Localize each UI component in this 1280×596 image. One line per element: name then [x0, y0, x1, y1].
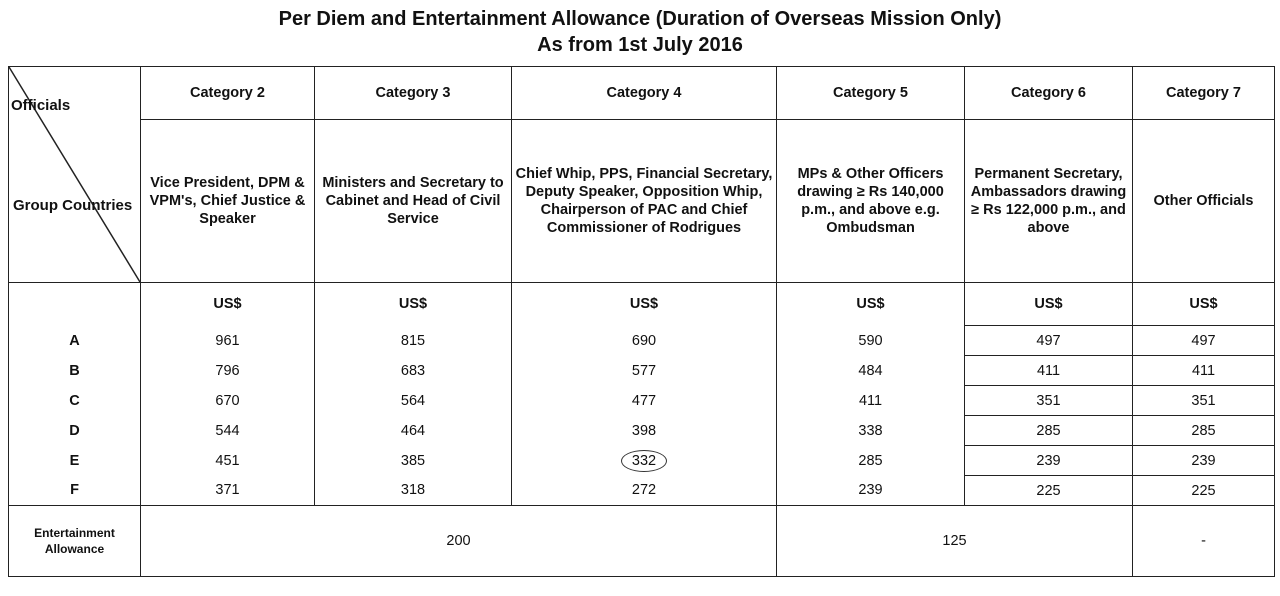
- rate-cell: 564: [315, 386, 512, 416]
- entertainment-cat2-4: 200: [141, 506, 777, 577]
- header-row: [9, 67, 1275, 120]
- rate-cell: 590: [777, 326, 965, 356]
- table-row: [9, 356, 1275, 386]
- rate-cell: 351: [1133, 386, 1275, 416]
- category-header: Category 4: [512, 67, 777, 120]
- corner-cell: [9, 67, 141, 283]
- page-title: Per Diem and Entertainment Allowance (Duration of Overseas Mission Only): [278, 8, 1002, 30]
- rate-cell: 411: [1133, 356, 1275, 386]
- category-description: Permanent Secretary, Ambassadors drawing ≥ Rs 122,000 p.m., and above: [965, 120, 1133, 283]
- group-label: D: [9, 416, 141, 446]
- rate-cell: 239: [777, 476, 965, 506]
- rate-cell: 451: [141, 446, 315, 476]
- allowance-table: [8, 66, 1275, 577]
- entertainment-label-line2: Allowance: [44, 542, 105, 556]
- rate-cell: 683: [315, 356, 512, 386]
- category-description: Vice President, DPM & VPM's, Chief Justice & Speaker: [141, 120, 315, 283]
- rate-cell: 285: [1133, 416, 1275, 446]
- rate-cell: 285: [777, 446, 965, 476]
- rate-cell: 477: [512, 386, 777, 416]
- entertainment-cat7: -: [1133, 506, 1275, 577]
- rate-cell: 690: [512, 326, 777, 356]
- category-header: Category 3: [315, 67, 512, 120]
- currency-label: US$: [141, 283, 315, 326]
- description-row: [9, 120, 1275, 283]
- rate-cell: 815: [315, 326, 512, 356]
- rate-cell: 411: [965, 356, 1133, 386]
- group-label: B: [9, 356, 141, 386]
- rate-cell: 961: [141, 326, 315, 356]
- category-description: MPs & Other Officers drawing ≥ Rs 140,000 p.m., and above e.g. Ombudsman: [777, 120, 965, 283]
- rate-cell: 371: [141, 476, 315, 506]
- rate-cell: 338: [777, 416, 965, 446]
- rate-cell: 239: [965, 446, 1133, 476]
- rate-cell: 670: [141, 386, 315, 416]
- entertainment-label: [9, 506, 141, 577]
- currency-label: US$: [777, 283, 965, 326]
- group-countries-label: Group Countries: [13, 197, 133, 214]
- rate-cell: 497: [965, 326, 1133, 356]
- rate-cell: 796: [141, 356, 315, 386]
- currency-label: US$: [965, 283, 1133, 326]
- rate-cell: 272: [512, 476, 777, 506]
- category-description: Other Officials: [1133, 120, 1275, 283]
- table-row: [9, 386, 1275, 416]
- currency-label: US$: [512, 283, 777, 326]
- rate-cell: 225: [1133, 476, 1275, 506]
- rate-cell: 484: [777, 356, 965, 386]
- category-header: Category 2: [141, 67, 315, 120]
- rate-cell: 318: [315, 476, 512, 506]
- rate-cell: 225: [965, 476, 1133, 506]
- category-header: Category 5: [777, 67, 965, 120]
- category-header: Category 6: [965, 67, 1133, 120]
- page-subtitle: As from 1st July 2016: [537, 34, 743, 56]
- blank-cell: [9, 283, 141, 326]
- entertainment-row: [9, 506, 1275, 577]
- entertainment-cat5-6: 125: [777, 506, 1133, 577]
- rate-cell: 351: [965, 386, 1133, 416]
- table-row: [9, 416, 1275, 446]
- rate-cell: 285: [965, 416, 1133, 446]
- rate-cell: 385: [315, 446, 512, 476]
- rate-cell-circled: [512, 446, 777, 476]
- rate-cell: 398: [512, 416, 777, 446]
- currency-label: US$: [315, 283, 512, 326]
- officials-label: Officials: [11, 97, 71, 114]
- table-row: [9, 476, 1275, 506]
- table-row: [9, 326, 1275, 356]
- rate-cell: 239: [1133, 446, 1275, 476]
- rate-cell: 577: [512, 356, 777, 386]
- category-header: Category 7: [1133, 67, 1275, 120]
- rate-cell: 411: [777, 386, 965, 416]
- group-label: F: [9, 476, 141, 506]
- table-row: [9, 446, 1275, 476]
- group-label: C: [9, 386, 141, 416]
- group-label: E: [9, 446, 141, 476]
- category-description: Ministers and Secretary to Cabinet and Head of Civil Service: [315, 120, 512, 283]
- rate-cell: 544: [141, 416, 315, 446]
- currency-label: US$: [1133, 283, 1275, 326]
- handwritten-circle-mark: 332: [621, 450, 667, 472]
- category-description: Chief Whip, PPS, Financial Secretary, Deputy Speaker, Opposition Whip, Chairperson of PAC and Chief Commissioner of Rodrigues: [512, 120, 777, 283]
- group-label: A: [9, 326, 141, 356]
- rate-cell: 497: [1133, 326, 1275, 356]
- rate-cell: 464: [315, 416, 512, 446]
- currency-row: [9, 283, 1275, 326]
- entertainment-label-line1: Entertainment: [34, 526, 115, 540]
